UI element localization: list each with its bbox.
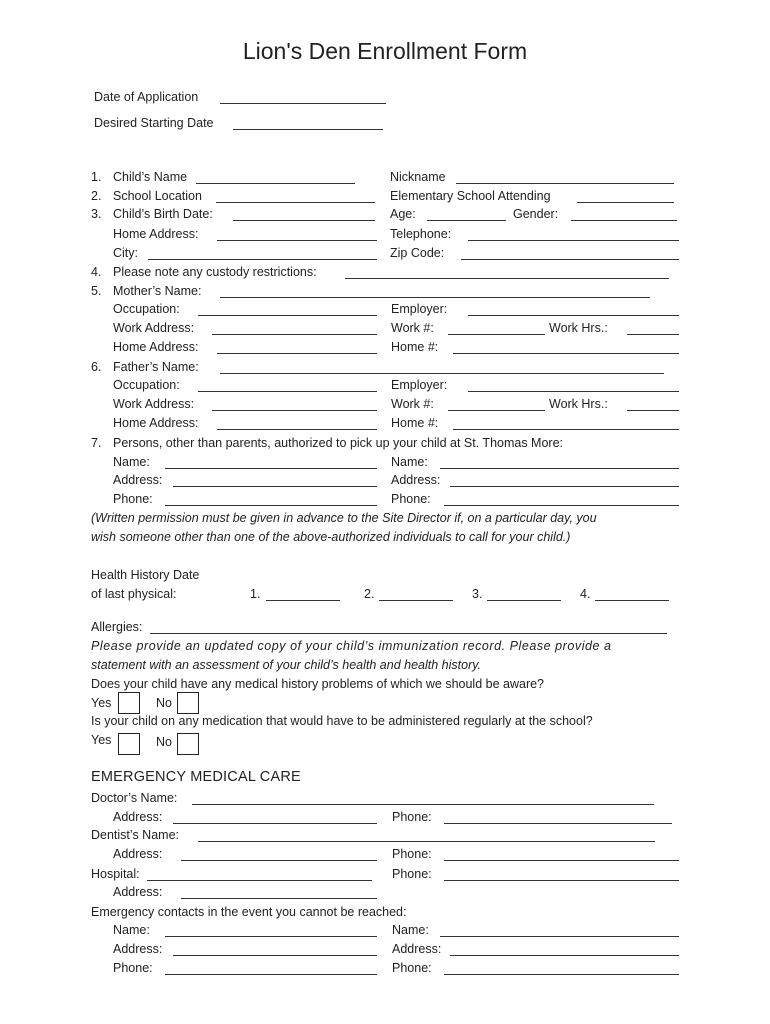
physical-num: 4. [580, 587, 591, 601]
pickup-phone-field-2[interactable] [444, 505, 679, 506]
item-number: 2. [91, 189, 102, 203]
contact-name-field-1[interactable] [165, 936, 377, 937]
father-home-address-field[interactable] [217, 429, 377, 430]
pickup-address-field-2[interactable] [450, 486, 679, 487]
item-number: 5. [91, 284, 102, 298]
medication-yes-checkbox[interactable] [118, 733, 140, 755]
immunization-note: Please provide an updated copy of your child’s immunization record. Please provide a [91, 639, 612, 653]
pickup-name-label: Name: [113, 455, 150, 469]
date-of-application-label: Date of Application [94, 90, 199, 104]
mothers-name-label: Mother’s Name: [113, 284, 202, 298]
pickup-phone-field-1[interactable] [165, 505, 377, 506]
father-work-address-label: Work Address: [113, 397, 195, 411]
mother-occupation-label: Occupation: [113, 302, 180, 316]
hospital-phone-field[interactable] [444, 880, 679, 881]
zip-code-label: Zip Code: [390, 246, 445, 260]
item-number: 6. [91, 360, 102, 374]
mother-work-num-field[interactable] [448, 334, 545, 335]
doctors-name-label: Doctor’s Name: [91, 791, 178, 805]
pickup-name-field-2[interactable] [440, 468, 679, 469]
contact-phone-field-1[interactable] [165, 974, 377, 975]
father-work-hrs-field[interactable] [627, 410, 679, 411]
allergies-label: Allergies: [91, 620, 143, 634]
doctors-name-field[interactable] [192, 804, 654, 805]
childs-birth-date-label: Child’s Birth Date: [113, 207, 213, 221]
school-location-field[interactable] [216, 202, 375, 203]
mother-home-address-field[interactable] [217, 353, 377, 354]
nickname-label: Nickname [390, 170, 446, 184]
father-work-num-label: Work #: [391, 397, 434, 411]
physical-num: 1. [250, 587, 261, 601]
hospital-address-label: Address: [113, 885, 163, 899]
doctor-phone-label: Phone: [392, 810, 432, 824]
pickup-address-label: Address: [113, 473, 163, 487]
custody-field[interactable] [345, 278, 669, 279]
medical-history-question: Does your child have any medical history problems of which we should be aware? [91, 677, 545, 691]
dentist-address-label: Address: [113, 847, 163, 861]
medical-history-yes-checkbox[interactable] [118, 692, 140, 714]
father-occupation-field[interactable] [198, 391, 377, 392]
dentists-name-field[interactable] [198, 841, 655, 842]
city-field[interactable] [148, 259, 377, 260]
father-home-num-field[interactable] [453, 429, 679, 430]
item-number: 7. [91, 436, 102, 450]
gender-label: Gender: [513, 207, 559, 221]
gender-field[interactable] [571, 220, 677, 221]
pickup-name-label: Name: [391, 455, 428, 469]
elementary-school-field[interactable] [577, 202, 674, 203]
hospital-label: Hospital: [91, 867, 140, 881]
mother-work-address-field[interactable] [212, 334, 377, 335]
childs-birth-date-field[interactable] [233, 220, 375, 221]
written-permission-note: (Written permission must be given in advance to the Site Director if, on a particular day, you [91, 511, 597, 525]
physical-date-field-4[interactable] [595, 600, 669, 601]
father-home-num-label: Home #: [391, 416, 439, 430]
contact-address-label: Address: [392, 942, 442, 956]
father-employer-field[interactable] [468, 391, 679, 392]
pickup-phone-label: Phone: [391, 492, 431, 506]
immunization-note: statement with an assessment of your child’s health and health history. [91, 658, 482, 672]
fathers-name-field[interactable] [220, 373, 664, 374]
mother-work-num-label: Work #: [391, 321, 434, 335]
medication-yes-label: Yes [91, 733, 112, 747]
contact-name-field-2[interactable] [440, 936, 679, 937]
contact-phone-label: Phone: [113, 961, 153, 975]
pickup-phone-label: Phone: [113, 492, 153, 506]
mother-home-address-label: Home Address: [113, 340, 199, 354]
dentist-phone-label: Phone: [392, 847, 432, 861]
doctor-phone-field[interactable] [444, 823, 672, 824]
mother-work-hrs-label: Work Hrs.: [549, 321, 608, 335]
doctor-address-field[interactable] [173, 823, 377, 824]
childs-name-label: Child’s Name [113, 170, 188, 184]
fathers-name-label: Father’s Name: [113, 360, 199, 374]
date-of-application-field[interactable] [220, 103, 386, 104]
father-work-hrs-label: Work Hrs.: [549, 397, 608, 411]
hospital-address-field[interactable] [181, 898, 377, 899]
nickname-field[interactable] [456, 183, 674, 184]
father-employer-label: Employer: [391, 378, 448, 392]
mother-home-num-field[interactable] [453, 353, 679, 354]
pickup-name-field-1[interactable] [165, 468, 377, 469]
father-work-address-field[interactable] [212, 410, 377, 411]
mother-work-hrs-field[interactable] [627, 334, 679, 335]
contact-name-label: Name: [113, 923, 150, 937]
telephone-field[interactable] [468, 240, 679, 241]
last-physical-label: of last physical: [91, 587, 177, 601]
emergency-contacts-label: Emergency contacts in the event you cannot be reached: [91, 905, 407, 919]
allergies-field[interactable] [150, 633, 667, 634]
custody-label: Please note any custody restrictions: [113, 265, 317, 279]
contact-phone-field-2[interactable] [444, 974, 679, 975]
mother-employer-label: Employer: [391, 302, 448, 316]
health-history-label: Health History Date [91, 568, 200, 582]
dentists-name-label: Dentist’s Name: [91, 828, 179, 842]
contact-phone-label: Phone: [392, 961, 432, 975]
age-label: Age: [390, 207, 416, 221]
telephone-label: Telephone: [390, 227, 452, 241]
dentist-phone-field[interactable] [444, 860, 679, 861]
contact-address-field-2[interactable] [450, 955, 679, 956]
medical-history-yes-label: Yes [91, 696, 112, 710]
contact-name-label: Name: [392, 923, 429, 937]
school-location-label: School Location [113, 189, 202, 203]
item-number: 4. [91, 265, 102, 279]
persons-authorized-label: Persons, other than parents, authorized to pick up your child at St. Thomas More: [113, 436, 564, 450]
physical-num: 2. [364, 587, 375, 601]
form-title: Lion's Den Enrollment Form [242, 38, 528, 64]
home-address-field[interactable] [217, 240, 377, 241]
mother-occupation-field[interactable] [198, 315, 377, 316]
mother-work-address-label: Work Address: [113, 321, 195, 335]
physical-date-field-2[interactable] [379, 600, 453, 601]
medication-no-checkbox[interactable] [177, 733, 199, 755]
contact-address-label: Address: [113, 942, 163, 956]
medication-no-label: No [156, 735, 172, 749]
dentist-address-field[interactable] [181, 860, 377, 861]
physical-num: 3. [472, 587, 483, 601]
mother-home-num-label: Home #: [391, 340, 439, 354]
desired-starting-date-label: Desired Starting Date [94, 116, 214, 130]
medical-history-no-checkbox[interactable] [177, 692, 199, 714]
medical-history-no-label: No [156, 696, 172, 710]
desired-starting-date-field[interactable] [233, 129, 383, 130]
father-occupation-label: Occupation: [113, 378, 180, 392]
hospital-phone-label: Phone: [392, 867, 432, 881]
emergency-heading: EMERGENCY MEDICAL CARE [91, 769, 301, 785]
childs-name-field[interactable] [196, 183, 355, 184]
doctor-address-label: Address: [113, 810, 163, 824]
item-number: 1. [91, 170, 102, 184]
contact-address-field-1[interactable] [173, 955, 377, 956]
item-number: 3. [91, 207, 102, 221]
zip-code-field[interactable] [461, 259, 679, 260]
father-work-num-field[interactable] [448, 410, 545, 411]
medication-question: Is your child on any medication that would have to be administered regularly at the school? [91, 714, 593, 728]
elementary-school-label: Elementary School Attending [390, 189, 551, 203]
city-label: City: [113, 246, 138, 260]
pickup-address-field-1[interactable] [173, 486, 377, 487]
mother-employer-field[interactable] [468, 315, 679, 316]
written-permission-note: wish someone other than one of the above-authorized individuals to call for your child.) [91, 530, 571, 544]
mothers-name-field[interactable] [220, 297, 650, 298]
physical-date-field-1[interactable] [266, 600, 340, 601]
age-field[interactable] [427, 220, 506, 221]
home-address-label: Home Address: [113, 227, 199, 241]
hospital-field[interactable] [147, 880, 372, 881]
father-home-address-label: Home Address: [113, 416, 199, 430]
physical-date-field-3[interactable] [487, 600, 561, 601]
pickup-address-label: Address: [391, 473, 441, 487]
